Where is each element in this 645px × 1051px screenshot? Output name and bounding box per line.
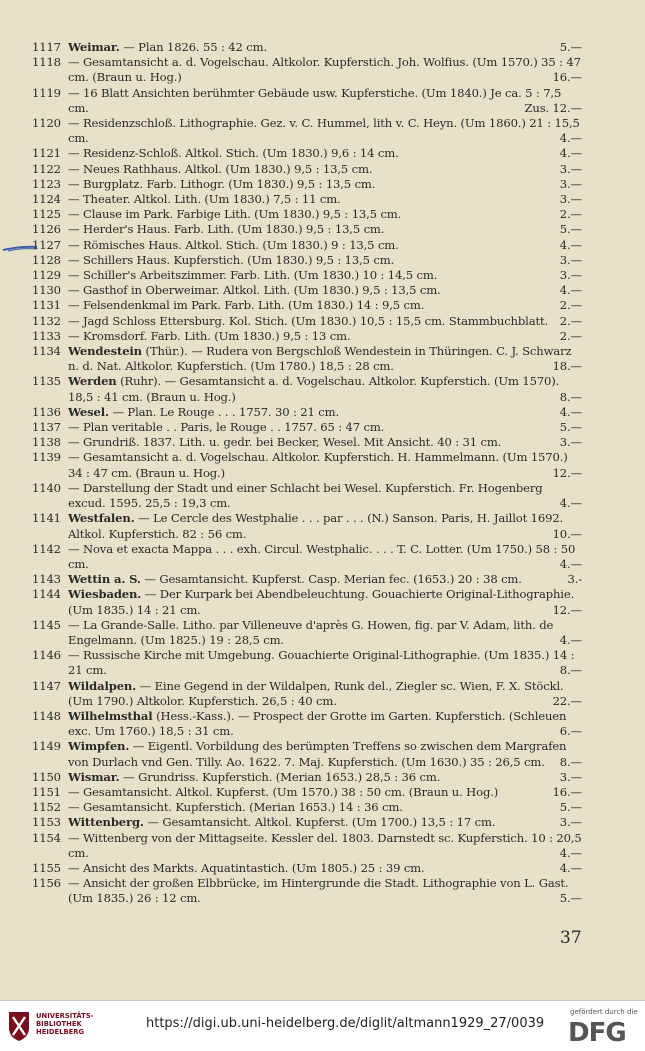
entry-description [68, 876, 582, 906]
entry-description [68, 253, 582, 268]
entry-description [68, 222, 582, 237]
entry-number: 1136 [32, 404, 61, 419]
catalog-entry [22, 253, 582, 268]
entry-description [68, 374, 582, 404]
catalog-entry [22, 222, 582, 237]
entry-price: 5.— [559, 222, 582, 237]
entry-text: — Herder's Haus. Farb. Lith. (Um 1830.) 9,5 : 13,5 cm. [68, 222, 385, 237]
entry-description [68, 770, 582, 785]
entry-number: 1128 [32, 252, 61, 267]
catalog-entry [22, 146, 582, 161]
entry-number: 1151 [32, 784, 61, 799]
catalog-entry [22, 374, 582, 404]
catalog-entry [22, 572, 582, 587]
entry-description [68, 55, 582, 85]
catalog-entry [22, 405, 582, 420]
entry-price: 5.— [559, 420, 582, 435]
entry-text: (Hess.-Kass.). — Prospect der Grotte im Garten. Kupferstich. (Schleuen exc. Um 1760.) 18,5 : 31 cm. [68, 708, 567, 739]
entry-price: 4.— [559, 556, 582, 571]
entry-place-heading: Wittenberg. [68, 815, 144, 830]
entry-number: 1145 [32, 617, 61, 632]
entry-number: 1146 [32, 648, 61, 663]
dfg-logo: DFG [568, 1018, 626, 1048]
catalog-entry [22, 481, 582, 511]
entry-text: — Le Cercle des Westphalie . . . par . . . (N.) Sanson. Paris, H. Jaillot 1692. Altkol. Kupferstich. 82 : 56 cm. [68, 511, 564, 541]
entry-description [68, 420, 582, 435]
entry-text: — Jagd Schloss Ettersburg. Kol. Stich. (Um 1830.) 10,5 : 15,5 cm. Stammbuchblatt. [68, 313, 549, 328]
entry-price: 4.— [559, 496, 582, 511]
catalog-entry [22, 86, 582, 116]
entry-price: 12.— [552, 465, 582, 480]
entry-price: 4.— [559, 237, 582, 252]
entry-description [68, 709, 582, 739]
entry-description [68, 298, 582, 313]
catalog-entry [22, 268, 582, 283]
footer-bar [0, 1000, 645, 1051]
entry-number: 1142 [32, 541, 61, 556]
entry-text: — Grundriß. 1837. Lith. u. gedr. bei Becker, Wesel. Mit Ansicht. 40 : 31 cm. [68, 435, 502, 450]
entry-text: — Burgplatz. Farb. Lithogr. (Um 1830.) 9,5 : 13,5 cm. [68, 176, 376, 191]
entry-description [68, 238, 582, 253]
entry-price: 4.— [559, 404, 582, 419]
entry-number: 1152 [32, 800, 61, 815]
entry-text: — Theater. Altkol. Lith. (Um 1830.) 7,5 : 11 cm. [68, 192, 341, 207]
entry-number: 1131 [32, 298, 61, 313]
entry-price: 3.— [559, 252, 582, 267]
entry-number: 1132 [32, 313, 61, 328]
entry-number: 1124 [32, 192, 61, 207]
entry-description [68, 800, 582, 815]
entry-price: 5.— [559, 40, 582, 54]
entry-text: — 16 Blatt Ansichten berühmter Gebäude usw. Kupferstiche. (Um 1840.) Je ca. 5 : 7,5 cm. [68, 85, 562, 115]
catalog-entry [22, 800, 582, 815]
entry-place-heading: Wendestein [68, 344, 142, 359]
catalog-entry [22, 785, 582, 800]
catalog-entry [22, 420, 582, 435]
entry-number: 1126 [32, 222, 61, 237]
entry-price: 3.— [559, 268, 582, 283]
entry-description [68, 207, 582, 222]
university-seal-icon [6, 1010, 32, 1042]
entry-text: — Ansicht des Markts. Aquatintastich. (Um 1805.) 25 : 39 cm. [68, 860, 425, 875]
entry-price: 3.— [559, 815, 582, 830]
entry-number: 1123 [32, 176, 61, 191]
entry-number: 1117 [32, 40, 61, 54]
catalog-entry [22, 542, 582, 572]
entry-price: 8.— [559, 663, 582, 678]
catalog-entry [22, 648, 582, 678]
entry-price: 12.— [552, 602, 582, 617]
entry-description [68, 177, 582, 192]
entry-number: 1156 [32, 876, 61, 891]
catalog-entry [22, 162, 582, 177]
entry-description [68, 679, 582, 709]
entry-number: 1138 [32, 435, 61, 450]
entry-description [68, 435, 582, 450]
entry-description [68, 618, 582, 648]
library-name: UNIVERSITÄTS-BIBLIOTHEK HEIDELBERG [36, 1012, 94, 1036]
entry-description [68, 587, 582, 617]
entry-description [68, 192, 582, 207]
entry-price: 4.— [559, 283, 582, 298]
catalog-entry [22, 450, 582, 480]
catalog-entry [22, 618, 582, 648]
catalog-entry [22, 739, 582, 769]
entry-place-heading: Wimpfen. [68, 739, 130, 754]
entry-number: 1155 [32, 860, 61, 875]
entry-text: — La Grande-Salle. Litho. par Villeneuve d'après G. Howen, fig. par V. Adam, lith. de Engelmann. (Um 1825.) 19 : 28,5 cm. [68, 617, 554, 647]
catalog-entry [22, 770, 582, 785]
entry-text: — Gasthof in Oberweimar. Altkol. Lith. (Um 1830.) 9,5 : 13,5 cm. [68, 283, 441, 298]
entry-text: — Clause im Park. Farbige Lith. (Um 1830.) 9,5 : 13,5 cm. [68, 207, 402, 222]
entry-text: — Grundriss. Kupferstich. (Merian 1653.) 28,5 : 36 cm. [119, 769, 441, 784]
entry-description [68, 785, 582, 800]
entry-number: 1149 [32, 739, 61, 754]
source-url-link[interactable]: https://digi.ub.uni-heidelberg.de/diglit/altmann1929_27/0039 [146, 1016, 545, 1031]
entry-price: 3.— [559, 435, 582, 450]
catalog-entry [22, 298, 582, 313]
entry-number: 1120 [32, 116, 61, 131]
entry-price: 5.— [559, 891, 582, 906]
entry-description [68, 162, 582, 177]
entry-price: 4.— [559, 146, 582, 161]
entry-number: 1144 [32, 587, 61, 602]
entry-price: 2.— [559, 313, 582, 328]
catalog-entry [22, 709, 582, 739]
entry-text: — Gesamtansicht. Altkol. Kupferst. (Um 1700.) 13,5 : 17 cm. [143, 815, 496, 830]
catalog-entry [22, 40, 582, 55]
entry-price: 3.— [559, 769, 582, 784]
entry-price: 3.- [567, 572, 582, 587]
entry-text: (Ruhr). — Gesamtansicht a. d. Vogelschau. Altkolor. Kupferstich. (Um 1570). 18,5 : 41 cm. (Braun u. Hog.) [68, 374, 560, 404]
entry-place-heading: Wilhelmsthal [68, 708, 153, 723]
entry-description [68, 268, 582, 283]
entry-text: — Kromsdorf. Farb. Lith. (Um 1830.) 9,5 : 13 cm. [68, 328, 351, 343]
entry-place-heading: Weimar. [68, 40, 120, 54]
entry-description [68, 116, 582, 146]
entry-price: 3.— [559, 176, 582, 191]
entry-price: 22.— [552, 693, 582, 708]
entry-price: 3.— [559, 161, 582, 176]
catalog-entry-list [22, 40, 582, 907]
entry-price: 4.— [559, 860, 582, 875]
catalog-entry [22, 511, 582, 541]
entry-description [68, 831, 582, 861]
entry-number: 1153 [32, 815, 61, 830]
entry-number: 1127 [32, 237, 61, 252]
entry-number: 1147 [32, 678, 61, 693]
catalog-entry [22, 116, 582, 146]
catalog-entry [22, 344, 582, 374]
entry-text: — Gesamtansicht. Kupferstich. (Merian 1653.) 14 : 36 cm. [68, 800, 403, 815]
catalog-entry [22, 435, 582, 450]
entry-price: 3.— [559, 192, 582, 207]
entry-description [68, 815, 582, 830]
entry-description [68, 861, 582, 876]
entry-text: — Schillers Haus. Kupferstich. (Um 1830.) 9,5 : 13,5 cm. [68, 252, 395, 267]
entry-place-heading: Wesel. [68, 404, 109, 419]
catalog-entry [22, 679, 582, 709]
catalog-entry [22, 587, 582, 617]
entry-text: — Gesamtansicht. Kupferst. Casp. Merian fec. (1653.) 20 : 38 cm. [140, 572, 522, 587]
entry-text: — Plan veritable . . Paris, le Rouge . . 1757. 65 : 47 cm. [68, 420, 385, 435]
entry-price: 10.— [552, 526, 582, 541]
entry-number: 1148 [32, 708, 61, 723]
entry-description [68, 86, 582, 116]
entry-place-heading: Werden [68, 374, 117, 389]
entry-price: 2.— [559, 298, 582, 313]
entry-price: 8.— [559, 754, 582, 769]
entry-price: 16.— [552, 70, 582, 85]
entry-description [68, 314, 582, 329]
catalog-entry [22, 831, 582, 861]
entry-text: (Thür.). — Rudera von Bergschloß Wendestein in Thüringen. C. J. Schwarz n. d. Nat. Altkolor. Kupferstich. (Um 1780.) 18,5 : 28 cm. [68, 344, 572, 374]
entry-number: 1137 [32, 420, 61, 435]
entry-text: — Residenz-Schloß. Altkol. Stich. (Um 1830.) 9,6 : 14 cm. [68, 146, 399, 161]
entry-description [68, 648, 582, 678]
entry-text: — Residenzschloß. Lithographie. Gez. v. C. Hummel, lith v. C. Heyn. (Um 1860.) 21 : 15,5 cm. [68, 116, 580, 146]
entry-price: 6.— [559, 724, 582, 739]
entry-description [68, 146, 582, 161]
catalog-entry [22, 207, 582, 222]
entry-price: 4.— [559, 632, 582, 647]
entry-text: — Plan 1826. 55 : 42 cm. [119, 40, 267, 54]
entry-price: 2.— [559, 207, 582, 222]
entry-number: 1122 [32, 161, 61, 176]
entry-number: 1154 [32, 830, 61, 845]
entry-number: 1129 [32, 268, 61, 283]
entry-text: — Felsendenkmal im Park. Farb. Lith. (Um 1830.) 14 : 9,5 cm. [68, 298, 425, 313]
entry-number: 1119 [32, 85, 61, 100]
entry-place-heading: Wiesbaden. [68, 587, 142, 602]
entry-number: 1121 [32, 146, 61, 161]
entry-description [68, 40, 582, 55]
catalog-entry [22, 329, 582, 344]
entry-price: 16.— [552, 784, 582, 799]
entry-number: 1140 [32, 480, 61, 495]
entry-price: 5.— [559, 800, 582, 815]
catalog-entry [22, 177, 582, 192]
entry-text: — Eigentl. Vorbildung des berümpten Treffens so zwischen dem Margrafen von Durlach vnd Gen. Tilly. Ao. 1622. 7. Maj. Kupferstich. (Um 1630.) 35 : 26,5 cm. [68, 739, 567, 769]
entry-price: 4.— [559, 131, 582, 146]
catalog-entry [22, 238, 582, 253]
entry-place-heading: Wettin a. S. [68, 572, 141, 587]
catalog-entry [22, 283, 582, 298]
catalog-entry [22, 876, 582, 906]
entry-number: 1141 [32, 511, 61, 526]
entry-description [68, 329, 582, 344]
entry-number: 1135 [32, 374, 61, 389]
entry-price: Zus. 12.— [524, 100, 582, 115]
entry-text: — Römisches Haus. Altkol. Stich. (Um 1830.) 9 : 13,5 cm. [68, 237, 399, 252]
entry-place-heading: Wildalpen. [68, 678, 137, 693]
entry-text: — Ansicht der großen Elbbrücke, im Hintergrunde die Stadt. Lithographie von L. Gast. (Um 1835.) 26 : 12 cm. [68, 876, 569, 906]
entry-price: 2.— [559, 328, 582, 343]
entry-number: 1134 [32, 344, 61, 359]
entry-text: — Nova et exacta Mappa . . . exh. Circul. Westphalic. . . . T. C. Lotter. (Um 1750.) 58 : 50 cm. [68, 541, 576, 571]
entry-description [68, 450, 582, 480]
entry-description [68, 739, 582, 769]
page-number: 37 [560, 928, 582, 948]
entry-text: — Gesamtansicht a. d. Vogelschau. Altkolor. Kupferstich. Joh. Wolfius. (Um 1570.) 35 : 47 cm. (Braun u. Hog.) [68, 55, 581, 85]
entry-number: 1133 [32, 328, 61, 343]
entry-text: — Eine Gegend in der Wildalpen, Runk del., Ziegler sc. Wien, F. X. Stöckl. (Um 1790.) Altkolor. Kupferstich. 26,5 : 40 cm. [68, 678, 564, 708]
entry-description [68, 511, 582, 541]
entry-number: 1130 [32, 283, 61, 298]
entry-text: — Schiller's Arbeitszimmer. Farb. Lith. (Um 1830.) 10 : 14,5 cm. [68, 268, 438, 283]
entry-text: — Plan. Le Rouge . . . 1757. 30 : 21 cm. [108, 404, 339, 419]
entry-place-heading: Westfalen. [68, 511, 135, 526]
entry-text: — Gesamtansicht. Altkol. Kupferst. (Um 1570.) 38 : 50 cm. (Braun u. Hog.) [68, 784, 499, 799]
entry-text: — Russische Kirche mit Umgebung. Gouachierte Original-Lithographie. (Um 1835.) 14 : 21 cm. [68, 648, 575, 678]
entry-number: 1125 [32, 207, 61, 222]
entry-description [68, 542, 582, 572]
entry-place-heading: Wismar. [68, 769, 120, 784]
catalog-entry [22, 192, 582, 207]
entry-number: 1143 [32, 572, 61, 587]
entry-description [68, 283, 582, 298]
entry-text: — Darstellung der Stadt und einer Schlacht bei Wesel. Kupferstich. Fr. Hogenberg excud. 1595. 25,5 : 19,3 cm. [68, 480, 543, 511]
entry-number: 1139 [32, 450, 61, 465]
entry-price: 18.— [552, 359, 582, 374]
entry-description [68, 405, 582, 420]
entry-text: — Gesamtansicht a. d. Vogelschau. Altkolor. Kupferstich. H. Hammelmann. (Um 1570.) 34 : 47 cm. (Braun u. Hog.) [68, 450, 568, 480]
entry-description [68, 481, 582, 511]
catalog-entry [22, 314, 582, 329]
catalog-entry [22, 55, 582, 85]
funding-note: gefördert durch die [570, 1008, 638, 1016]
entry-description [68, 344, 582, 374]
entry-price: 8.— [559, 389, 582, 404]
entry-text: — Wittenberg von der Mittagseite. Kessler del. 1803. Darnstedt sc. Kupferstich. 10 : 20,5 cm. [68, 830, 582, 860]
catalog-entry [22, 815, 582, 830]
entry-text: — Neues Rathhaus. Altkol. (Um 1830.) 9,5 : 13,5 cm. [68, 161, 373, 176]
entry-number: 1118 [32, 55, 61, 70]
entry-description [68, 572, 582, 587]
entry-text: — Der Kurpark bei Abendbeleuchtung. Gouachierte Original-Lithographie. (Um 1835.) 14 : 21 cm. [68, 587, 575, 617]
entry-price: 4.— [559, 845, 582, 860]
catalog-entry [22, 861, 582, 876]
entry-number: 1150 [32, 769, 61, 784]
